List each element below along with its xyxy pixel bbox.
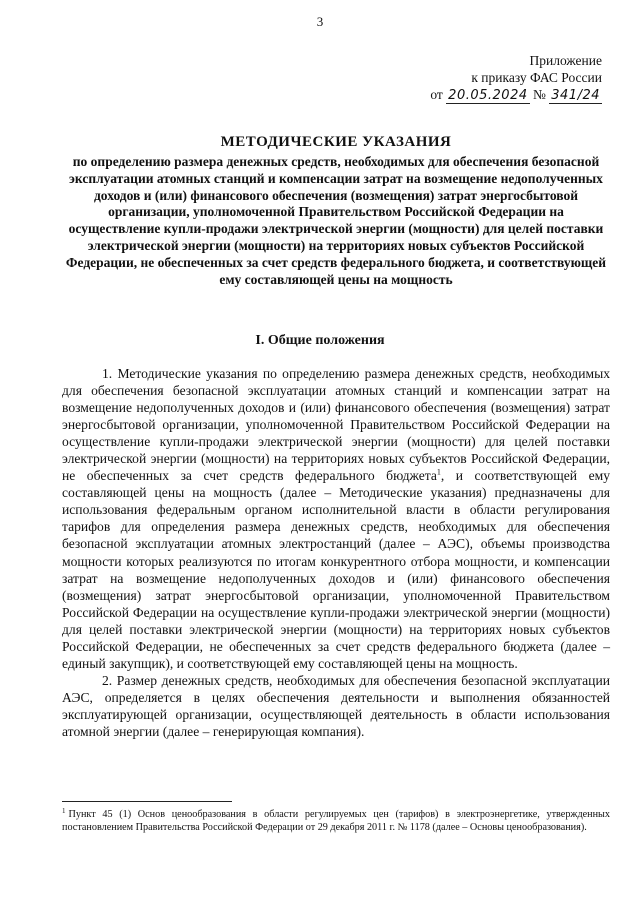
paragraph-2: 2. Размер денежных средств, необходимых для обеспечения безопасной эксплуатации АЭС, определяется в целях обеспечения деятельности и выполнения обязанностей эксплуатирующей организации, осуществляющей деятельность в области использования атомной энергии (далее – генерирующая компания).	[62, 672, 610, 739]
appendix-order-ref: к приказу ФАС России	[471, 70, 602, 85]
page-number: 3	[316, 14, 324, 29]
footnote-mark: 1	[62, 806, 66, 815]
title-main: МЕТОДИЧЕСКИЕ УКАЗАНИЯ	[220, 134, 452, 150]
title-subtitle: по определению размера денежных средств, необходимых для обеспечения безопасной эксплуатации атомных станций и компенсации затрат на возмещение недополученных доходов и (или) финансового обеспечения (возмещения) затрат энергосбытовой организации, уполномоченной Правительством Российской Федерации на осуществление купли-продажи электрической энергии (мощности) для целей поставки электрической энергии (мощности) на территориях новых субъектов Российской Федерации, не обеспеченных за счет средств федерального бюджета, и соответствующей ему составляющей цены на мощность	[65, 154, 607, 287]
body-text	[62, 365, 610, 740]
appendix-label: Приложение	[529, 53, 602, 68]
paragraph-1	[62, 365, 610, 672]
order-date-number-line	[402, 86, 602, 104]
footnote-text: Пункт 45 (1) Основ ценообразования в области регулируемых цен (тарифов) в электроэнергетике, утвержденных постановлением Правительства Российской Федерации от 29 декабря 2011 г. № 1178 (далее – Основы ценообразования).	[62, 809, 610, 833]
footnote	[62, 808, 610, 834]
order-number-label: №	[532, 87, 546, 102]
order-number-handwritten: 341/24	[551, 88, 600, 103]
paragraph-1-part-2: , и соответствующей ему составляющей цены на мощность (далее – Методические указания) предназначены для использования федеральным органом исполнительной власти в области регулирования тарифов для определения размера денежных средств, необходимых для обеспечения безопасной эксплуатации атомных электростанций (далее – АЭС), объемы производства мощности которых реализуются по итогам конкурентного отбора мощности, и компенсации затрат на возмещение недополученных доходов и (или) финансового обеспечения (возмещения) затрат энергосбытовой организации, уполномоченной Правительством Российской Федерации на осуществление купли-продажи электрической энергии (мощности) для целей поставки электрической энергии (мощности) на территориях новых субъектов Российской Федерации, не обеспеченных за счет средств федерального бюджета (далее – единый закупщик), и соответствующей ему составляющей цены на мощность.	[62, 468, 611, 671]
order-date-handwritten: 20.05.2024	[448, 88, 528, 103]
paragraph-1-part-1: 1. Методические указания по определению размера денежных средств, необходимых для обеспечения безопасной эксплуатации атомных станций и компенсации затрат на возмещение недополученных доходов и (или) финансового обеспечения (возмещения) затрат энергосбытовой организации, уполномоченной Правительством Российской Федерации на осуществление купли-продажи электрической энергии (мощности) для целей поставки электрической энергии (мощности) на территориях новых субъектов Российской Федерации, не обеспеченных за счет средств федерального бюджета	[62, 366, 610, 484]
footnote-divider	[62, 801, 232, 802]
footnote-reference: 1	[436, 467, 441, 477]
section-heading: I. Общие положения	[255, 333, 385, 348]
appendix-block	[402, 52, 602, 104]
order-from-label: от	[430, 87, 443, 102]
document-title	[62, 134, 610, 288]
